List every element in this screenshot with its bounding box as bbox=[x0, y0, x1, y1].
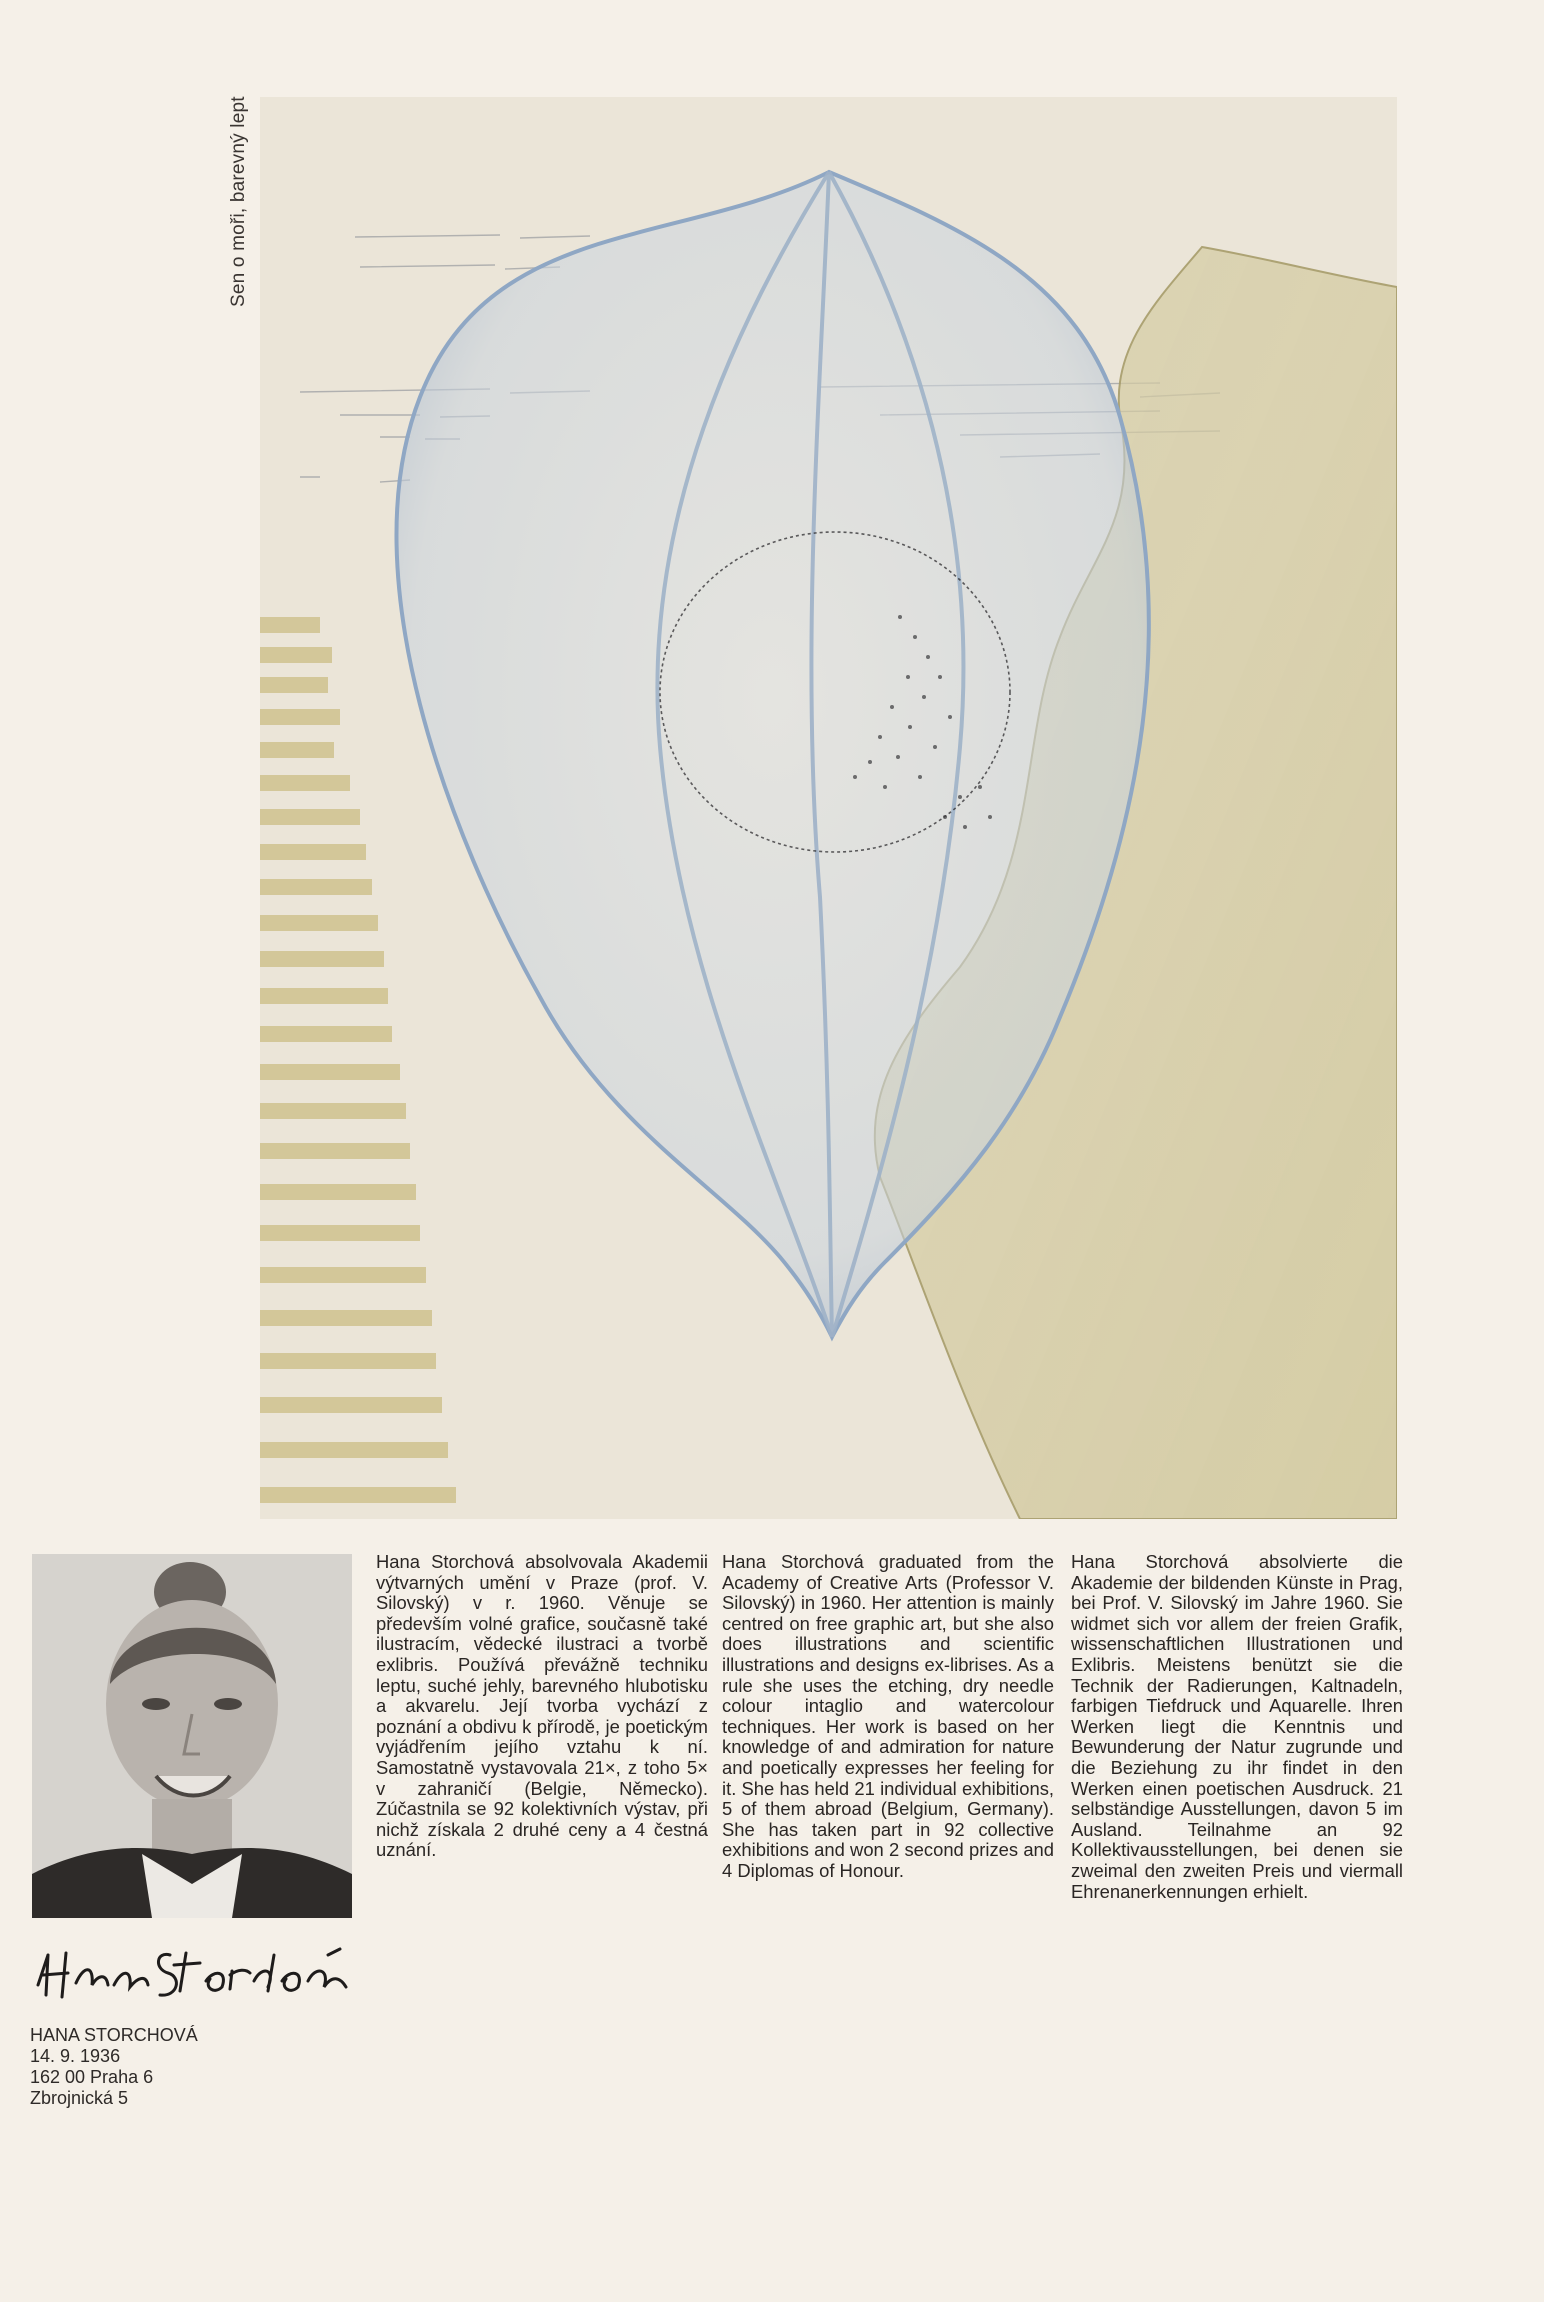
artist-name: HANA STORCHOVÁ bbox=[30, 2025, 198, 2045]
signature-drawing bbox=[28, 1925, 358, 2011]
etching-illustration bbox=[260, 97, 1397, 1519]
artist-birth-date: 14. 9. 1936 bbox=[30, 2046, 121, 2066]
artist-info bbox=[30, 2025, 350, 2109]
artist-signature bbox=[28, 1925, 358, 2011]
bio-english: Hana Storchová graduated from the Academy of Creative Arts (Professor V. Silovský) in 1960. Her attention is mainly centred on free graphic art, but she also does illustrations and scientific illustrations and designs ex-librises. As a rule she uses the etching, dry needle colour intaglio and watercolour techniques. Her work is based on her knowledge of and admiration for nature and poetically expresses her feeling for it. She has held 21 individual exhibitions, 5 of them abroad (Belgium, Germany). She has taken part in 92 collective exhibitions and won 2 second prizes and 4 Diplomas of Honour. bbox=[722, 1551, 1054, 1881]
artwork-etching bbox=[260, 97, 1397, 1519]
bio-czech: Hana Storchová absolvovala Akademii výtvarných umění v Praze (prof. V. Silovský) v r. 1960. Věnuje se především volné grafice, současně také ilustracím, vědecké ilustraci a tvorbě exlibris. Používá převážně techniku leptu, suché jehly, barevného hlubotisku a akvarelu. Její tvorba vychází z poznání a obdivu k přírodě, je poetickým vyjádřením jejího vztahu k ní. Samostatně vystavovala 21×, z toho 5× v zahraničí (Belgie, Německo). Zúčastnila se 92 kolektivních výstav, při nichž získala 2 druhé ceny a 4 čestná uznání. bbox=[376, 1551, 708, 1861]
portrait-illustration bbox=[32, 1554, 352, 1918]
bio-german: Hana Storchová absolvierte die Akademie der bildenden Künste in Prag, bei Prof. V. Silovský im Jahre 1960. Sie widmet sich vor allem der freien Grafik, wissenschaftlichen Illustrationen und Exlibris. Meistens benützt sie die Technik der Radierungen, Kaltnadeln, farbigen Tiefdruck und Aquarelle. Ihren Werken liegt die Kenntnis und Bewunderung der Natur zugrunde und die Beziehung zu ihr findet in den Werken einen poetischen Ausdruck. 21 selbständige Ausstellungen, davon 5 im Ausland. Teilnahme an 92 Kollektivausstellungen, bei denen sie zweimal den zweiten Preis und viermall Ehrenanerkennungen erhielt. bbox=[1071, 1551, 1403, 1902]
artwork-caption: Sen o moři, barevný lept bbox=[228, 96, 249, 307]
artist-postal-address: 162 00 Praha 6 bbox=[30, 2067, 154, 2087]
artist-street-address: Zbrojnická 5 bbox=[30, 2088, 129, 2108]
artist-portrait-photo bbox=[32, 1554, 352, 1918]
